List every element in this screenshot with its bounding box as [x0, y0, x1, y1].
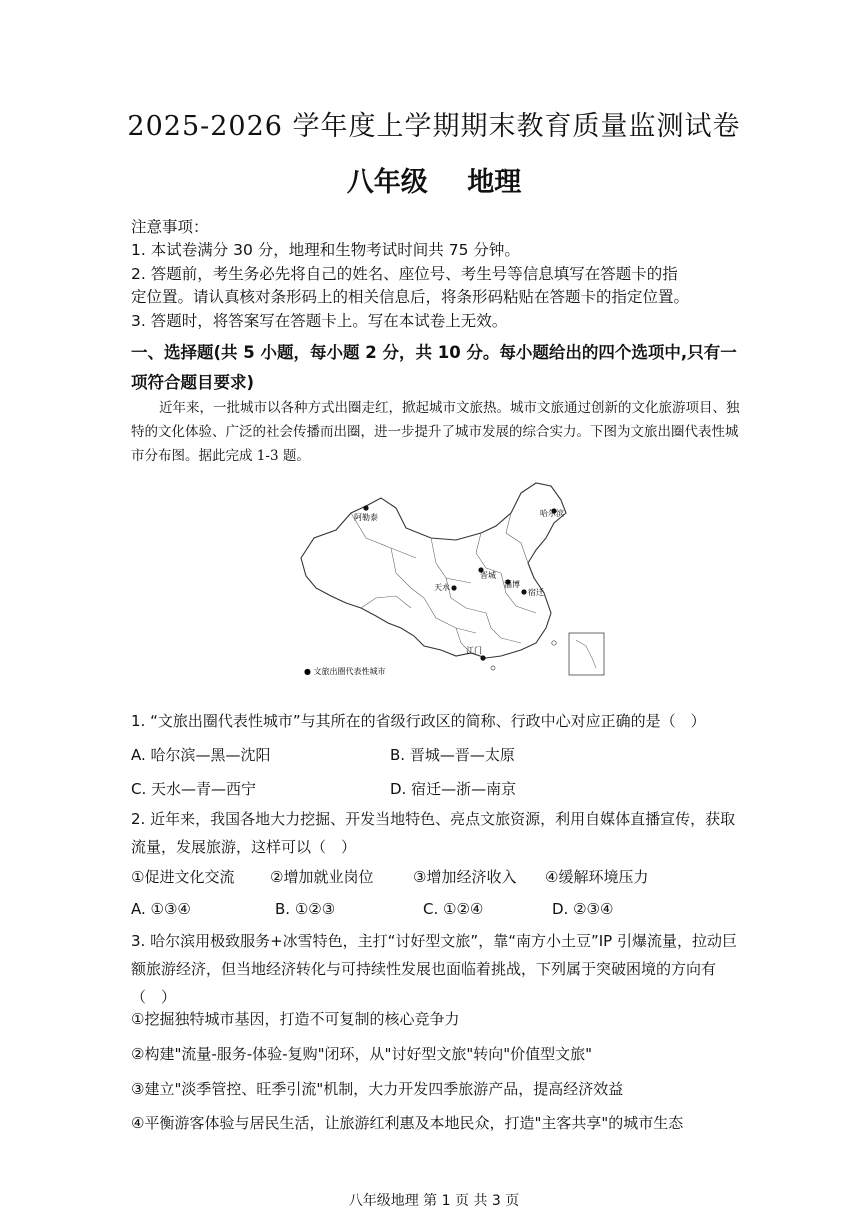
notice-heading: 注意事项：	[131, 218, 209, 236]
notice-item: 2. 答题前，考生务必先将自己的姓名、座位号、考生号等信息填写在答题卡的指	[131, 265, 678, 283]
q2-item: ②增加就业岗位	[270, 868, 374, 886]
q2-option-c[interactable]: C. ①②④	[423, 900, 484, 918]
section-heading: 一、选择题(共 5 小题，每小题 2 分，共 10 分。每小题给出的四个选项中,只有一	[131, 343, 737, 362]
q3-item: ③建立"淡季管控、旺季引流"机制，大力开发四季旅游产品，提高经济效益	[131, 1080, 624, 1098]
q3-item: ①挖掘独特城市基因，打造不可复制的核心竞争力	[131, 1010, 460, 1028]
q3-item: ④平衡游客体验与居民生活，让旅游红利惠及本地民众，打造"主客共享"的城市生态	[131, 1114, 684, 1132]
city-marker	[451, 585, 456, 590]
intro-paragraph: 近年来，一批城市以各种方式出圈走红，掀起城市文旅热。城市文旅通过创新的文化旅游项目、独特的文化体验、广泛的社会传播而出圈，进一步提升了城市发展的综合实力。下图为文旅出圈代表性城市分布图。据此完成 1-3 题。	[131, 400, 740, 464]
city-label: 宿迁	[528, 588, 544, 597]
city-marker	[521, 589, 526, 594]
exam-subtitle: 八年级 地理	[346, 167, 522, 198]
south-sea-inset	[569, 633, 604, 675]
city-marker	[480, 655, 485, 660]
q1-option-d[interactable]: D. 宿迁—浙—南京	[390, 780, 517, 798]
city-label: 晋城	[480, 571, 496, 580]
q1-option-a[interactable]: A. 哈尔滨—黑—沈阳	[131, 746, 271, 764]
page-footer: 八年级地理 第 1 页 共 3 页	[348, 1193, 520, 1209]
q2-option-a[interactable]: A. ①③④	[131, 900, 191, 918]
q3-item: ②构建"流量-服务-体验-复购"闭环，从"讨好型文旅"转向"价值型文旅"	[131, 1045, 593, 1063]
map-legend: ● 文旅出圈代表性城市	[304, 667, 386, 676]
notice-item: 定位置。请认真核对条形码上的相关信息后，将条形码粘贴在答题卡的指定位置。	[131, 288, 690, 306]
city-label: 天水	[434, 583, 450, 592]
q1-option-c[interactable]: C. 天水—青—西宁	[131, 780, 257, 798]
notice-item: 3. 答题时，将答案写在答题卡上。写在本试卷上无效。	[131, 312, 508, 330]
q1-option-b[interactable]: B. 晋城—晋—太原	[390, 746, 515, 764]
china-map	[296, 478, 611, 683]
exam-title: 2025-2026 学年度上学期期末教育质量监测试卷	[127, 111, 741, 142]
city-label: 江门	[466, 646, 482, 655]
country-outline	[301, 483, 566, 658]
q2-option-d[interactable]: D. ②③④	[552, 900, 614, 918]
section-heading-cont: 项符合题目要求)	[131, 373, 255, 392]
question-3-stem: 3. 哈尔滨用极致服务+冰雪特色，主打“讨好型文旅”，靠“南方小土豆”IP 引爆流量，拉动巨额旅游经济，但当地经济转化与可持续性发展也面临着挑战，下列属于突破困境的方向有（ ）	[131, 932, 737, 1006]
city-label: 阿勒泰	[354, 513, 378, 522]
q2-item: ③增加经济收入	[413, 868, 517, 886]
city-label: 淄博	[504, 580, 520, 589]
q2-item: ④缓解环境压力	[545, 868, 649, 886]
q2-option-b[interactable]: B. ①②③	[275, 900, 336, 918]
notice-item: 1. 本试卷满分 30 分，地理和生物考试时间共 75 分钟。	[131, 241, 520, 259]
city-label: 哈尔滨	[540, 509, 564, 518]
question-2-stem: 2. 近年来，我国各地大力挖掘、开发当地特色、亮点文旅资源，利用自媒体直播宣传，获取流量，发展旅游，这样可以（ ）	[131, 810, 736, 856]
q2-item: ①促进文化交流	[131, 868, 235, 886]
city-marker	[363, 505, 368, 510]
question-1-stem: 1. “文旅出圈代表性城市”与其所在的省级行政区的简称、行政中心对应正确的是（ ）	[131, 712, 706, 730]
